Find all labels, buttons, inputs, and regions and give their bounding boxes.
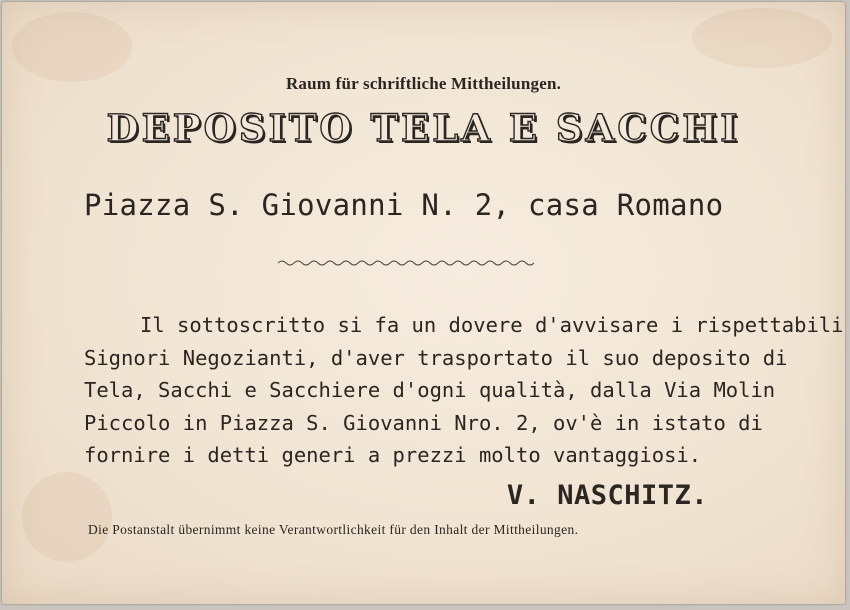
paper-stain (22, 472, 112, 562)
page-title: DEPOSITO TELA E SACCHI (106, 106, 741, 150)
body-line: Signori Negozianti, d'aver trasportato il suo deposito di (84, 345, 788, 370)
body-line: fornire i detti generi a prezzi molto vantaggiosi. (84, 443, 702, 467)
address-line: Piazza S. Giovanni N. 2, casa Romano (84, 188, 724, 222)
ornamental-divider (278, 256, 538, 270)
announcement-text (84, 309, 844, 472)
paper-stain (692, 8, 832, 68)
header-note: Raum für schriftliche Mittheilungen. (285, 74, 562, 93)
postcard (2, 2, 845, 604)
body-line: Tela, Sacchi e Sacchiere d'ogni qualità, dalla Via Molin (84, 378, 776, 402)
paper-stain (12, 12, 132, 82)
signature: V. NASCHITZ. (506, 480, 708, 511)
footer-note: Die Postanstalt übernimmt keine Verantwortlichkeit für den Inhalt der Mittheilungen. (88, 522, 579, 537)
body-line: Il sottoscritto si fa un dovere d'avvisare i rispettabili (140, 313, 844, 337)
body-line: Piccolo in Piazza S. Giovanni Nro. 2, ov'è in istato di (84, 410, 763, 435)
